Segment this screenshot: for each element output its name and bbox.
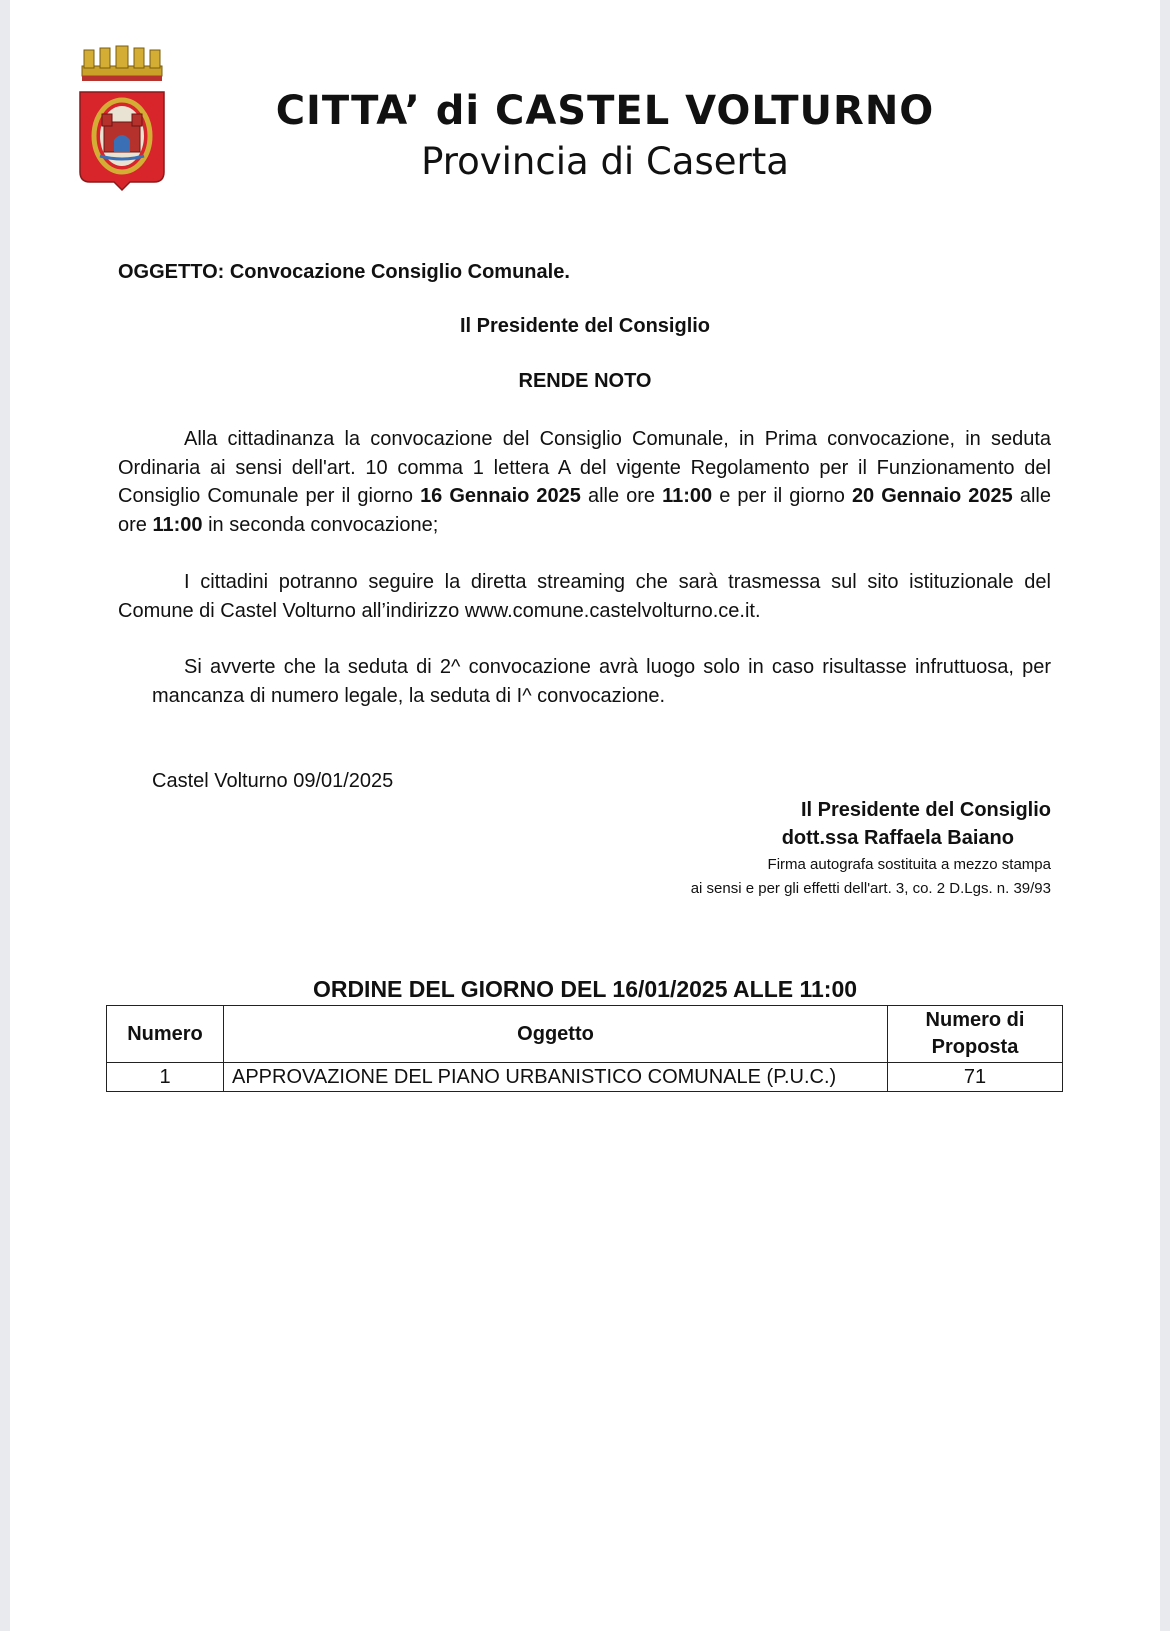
signature-name: dott.ssa Raffaela Baiano bbox=[781, 827, 1014, 849]
warning-paragraph: Si avverte che la seduta di 2^ convocazione avrà luogo solo in caso risultasse infruttuosa, per mancanza di numero legale, la seduta di I^ convocazione. bbox=[152, 656, 1051, 707]
cell-numero: 1 bbox=[107, 1063, 224, 1092]
second-time: 11:00 bbox=[152, 513, 203, 536]
agenda-title: ORDINE DEL GIORNO DEL 16/01/2025 ALLE 11:00 bbox=[312, 976, 858, 1002]
col-header-numero: Numero bbox=[107, 1006, 224, 1063]
province-title: Provincia di Caserta bbox=[421, 140, 789, 183]
subject-line: OGGETTO: Convocazione Consiglio Comunale. bbox=[118, 261, 570, 283]
first-time: 11:00 bbox=[662, 485, 713, 507]
cell-oggetto: APPROVAZIONE DEL PIANO URBANISTICO COMUNALE (P.U.C.) bbox=[224, 1063, 888, 1092]
issuer-line: Il Presidente del Consiglio bbox=[459, 315, 711, 337]
streaming-paragraph: I cittadini potranno seguire la diretta streaming che sarà trasmessa sul sito istituzionale del Comune di Castel Volturno all’indirizzo www.comune.castelvolturno.ce.it. bbox=[118, 571, 1051, 622]
table-row bbox=[107, 1063, 1063, 1092]
agenda-header-row bbox=[107, 1006, 1063, 1063]
first-date: 16 Gennaio 2025 bbox=[420, 485, 581, 507]
agenda-table bbox=[106, 1005, 1063, 1092]
cell-proposta: 71 bbox=[888, 1063, 1063, 1092]
place-date: Castel Volturno 09/01/2025 bbox=[152, 770, 394, 792]
city-title: CITTA’ di CASTEL VOLTURNO bbox=[275, 88, 935, 134]
second-date: 20 Gennaio 2025 bbox=[851, 485, 1013, 507]
notice-heading: RENDE NOTO bbox=[518, 370, 652, 392]
col-header-oggetto: Oggetto bbox=[224, 1006, 888, 1063]
col-header-proposta: Numero di Proposta bbox=[888, 1006, 1063, 1063]
signature-role: Il Presidente del Consiglio bbox=[800, 799, 1051, 821]
signature-note-2: ai sensi e per gli effetti dell'art. 3, co. 2 D.Lgs. n. 39/93 bbox=[690, 880, 1051, 897]
signature-note-1: Firma autografa sostituita a mezzo stampa bbox=[767, 856, 1051, 873]
convocation-paragraph: Alla cittadinanza la convocazione del Consiglio Comunale, in Prima convocazione, in seduta Ordinaria ai sensi dell'art. 10 comma 1 lettera A del vigente Regolamento per il Funzionamento del Consiglio Comunale per il giorno 16 Gennaio 2025 alle ore 11:00 e per il giorno 20 Gennaio 2025 alle ore 11:00 in seconda convocazione; bbox=[118, 428, 1051, 536]
